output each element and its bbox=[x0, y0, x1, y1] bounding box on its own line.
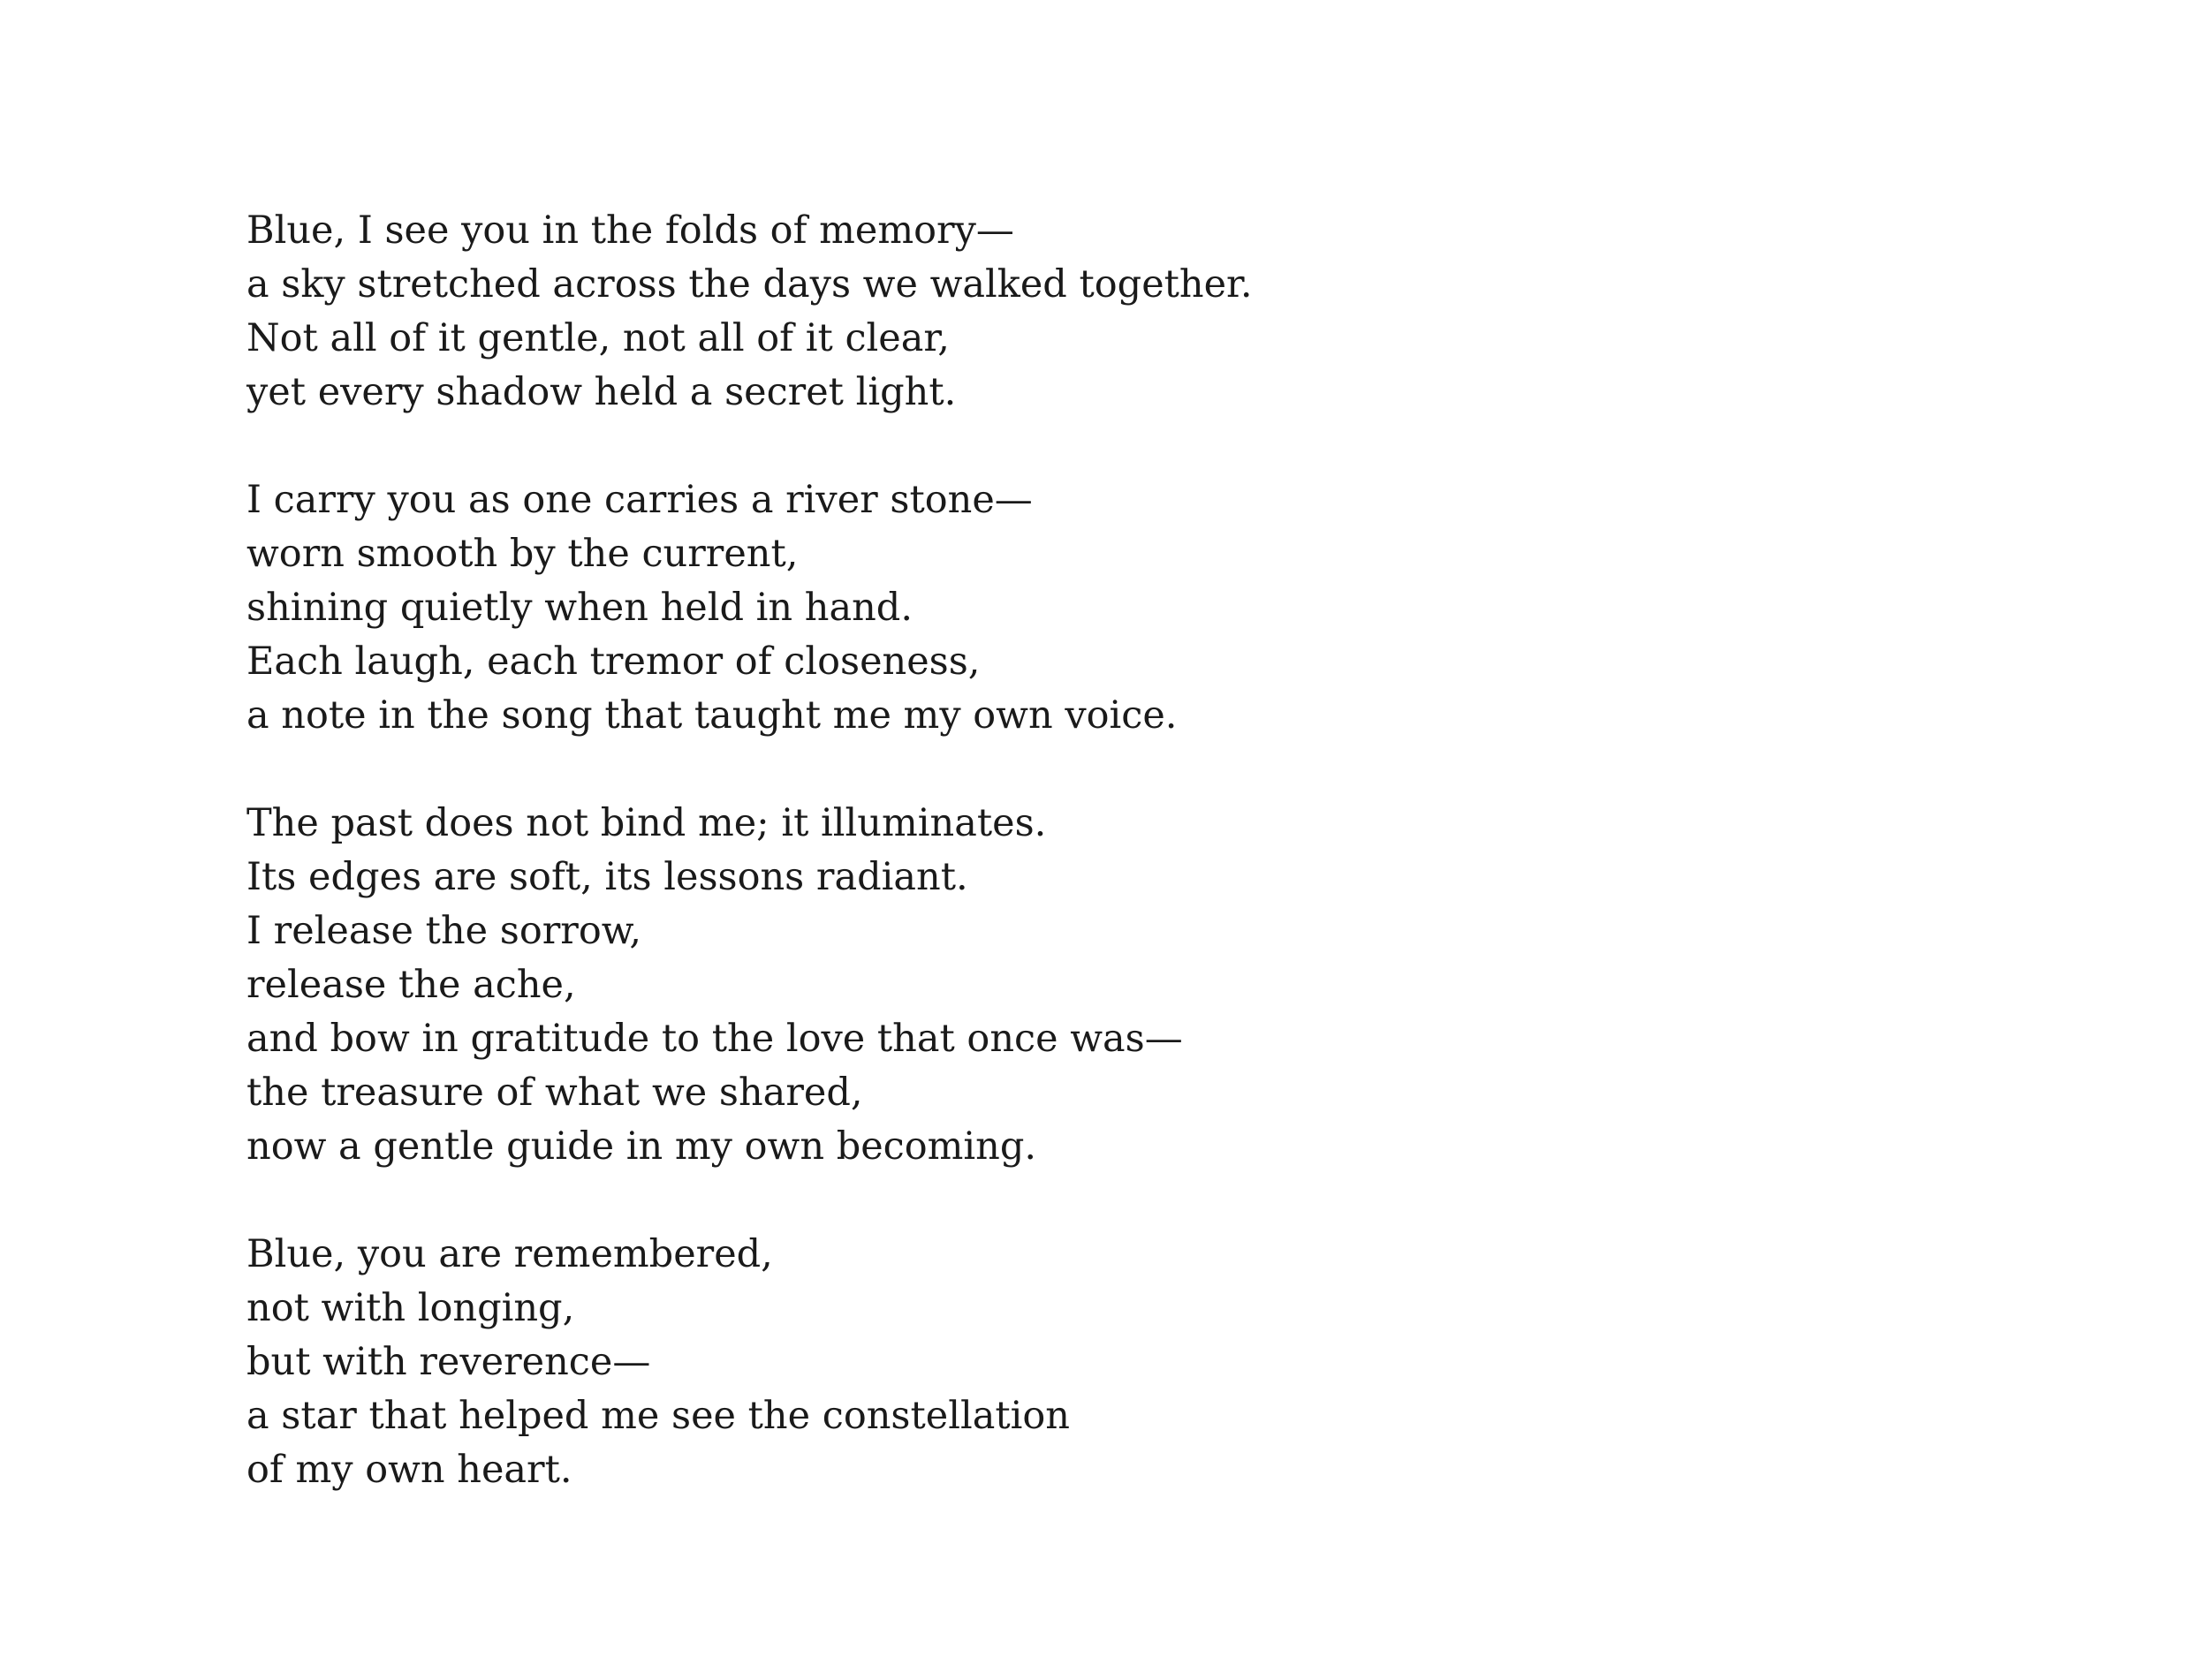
poem-line: worn smooth by the current, bbox=[246, 532, 799, 576]
poem-line: a note in the song that taught me my own voice. bbox=[246, 693, 1178, 738]
poem-line: yet every shadow held a secret light. bbox=[246, 370, 957, 414]
poem bbox=[246, 204, 1748, 1497]
poem-line: of my own heart. bbox=[246, 1448, 572, 1492]
poem-line: Its edges are soft, its lessons radiant. bbox=[246, 855, 968, 899]
poem-line: I release the sorrow, bbox=[246, 909, 642, 953]
stanza-4 bbox=[246, 1228, 1748, 1497]
poem-line: not with longing, bbox=[246, 1286, 575, 1330]
poem-line: but with reverence— bbox=[246, 1340, 651, 1384]
poem-line: shining quietly when held in hand. bbox=[246, 586, 913, 630]
poem-line: release the ache, bbox=[246, 963, 576, 1007]
poem-line: the treasure of what we shared, bbox=[246, 1071, 863, 1115]
poem-line: Blue, you are remembered, bbox=[246, 1232, 773, 1276]
poem-line: Each laugh, each tremor of closeness, bbox=[246, 639, 981, 684]
stanza-1 bbox=[246, 204, 1748, 420]
poem-line: a sky stretched across the days we walked together. bbox=[246, 262, 1253, 306]
poem-line: a star that helped me see the constellation bbox=[246, 1394, 1070, 1438]
poem-line: Not all of it gentle, not all of it clear, bbox=[246, 316, 950, 360]
poem-line: now a gentle guide in my own becoming. bbox=[246, 1124, 1037, 1169]
stanza-3 bbox=[246, 797, 1748, 1174]
poem-line: I carry you as one carries a river stone— bbox=[246, 478, 1033, 522]
stanza-2 bbox=[246, 473, 1748, 743]
poem-line: The past does not bind me; it illuminates. bbox=[246, 801, 1047, 845]
poem-line: Blue, I see you in the folds of memory— bbox=[246, 208, 1014, 253]
poem-line: and bow in gratitude to the love that once was— bbox=[246, 1017, 1183, 1061]
